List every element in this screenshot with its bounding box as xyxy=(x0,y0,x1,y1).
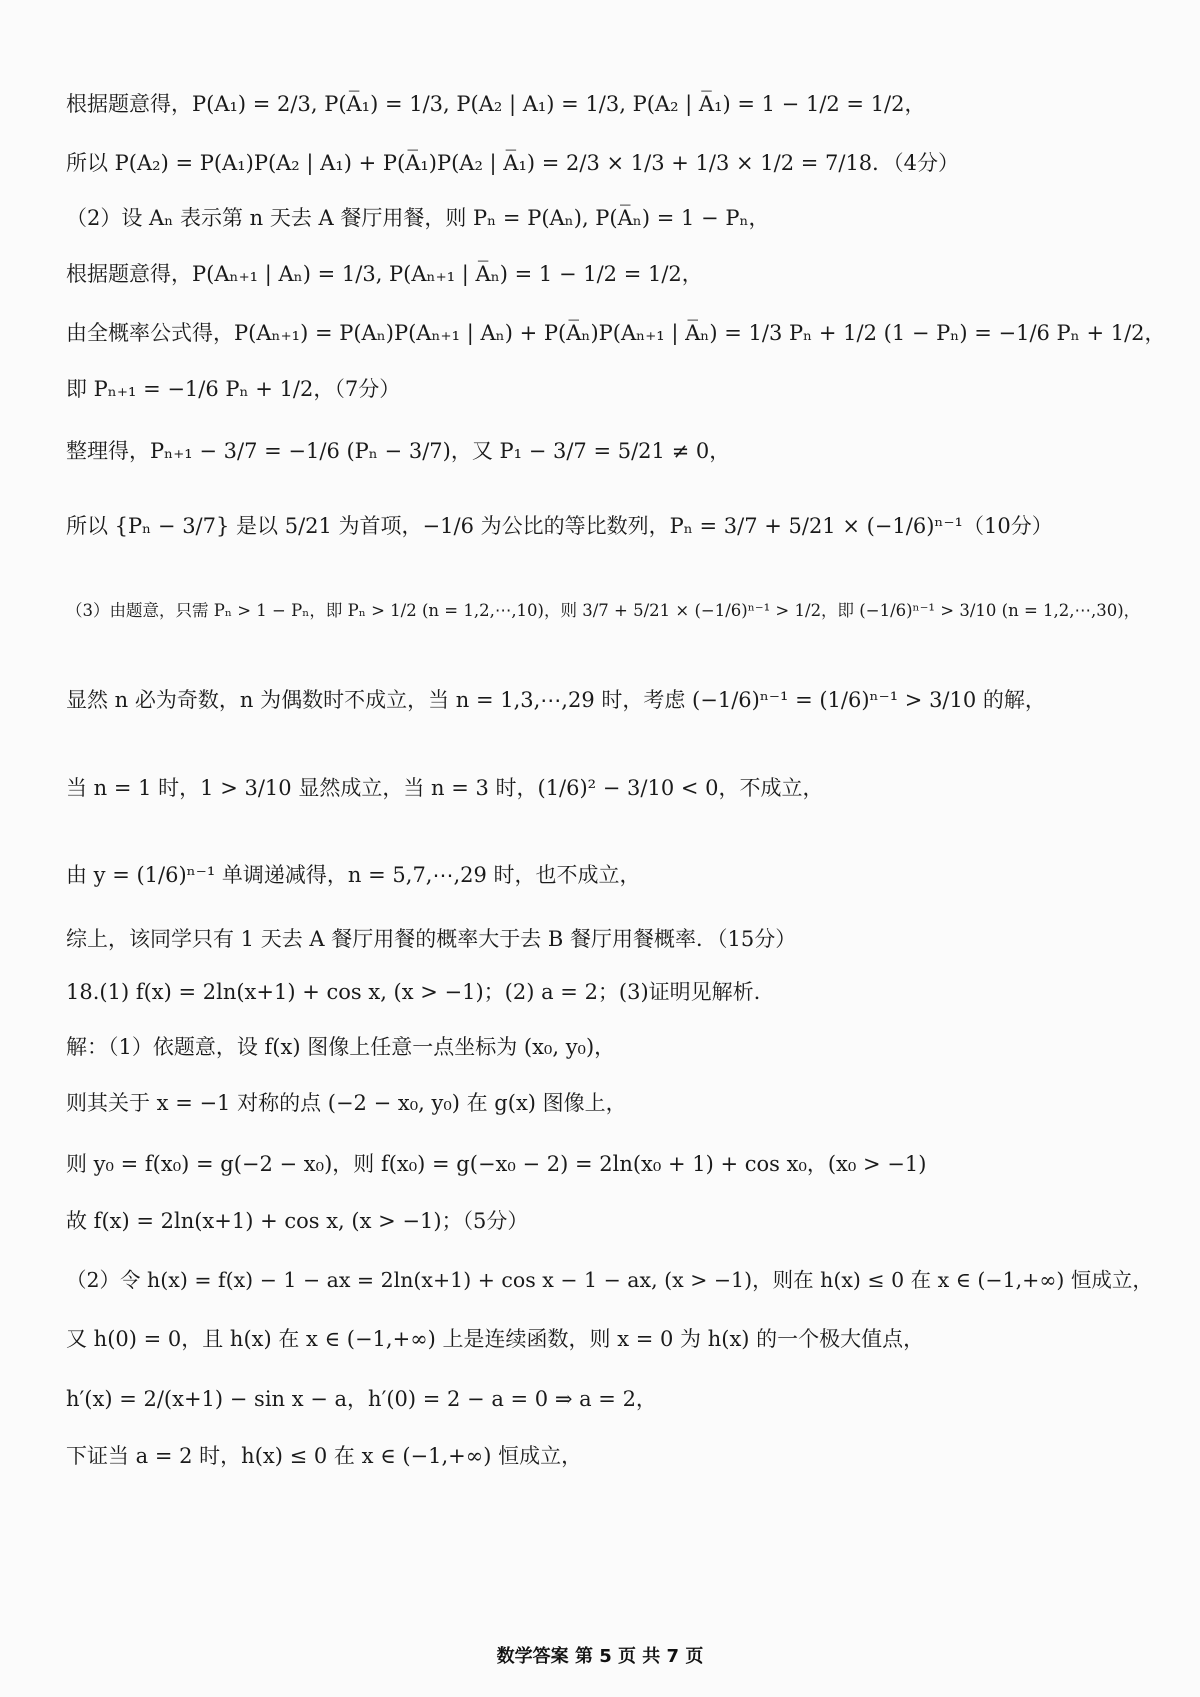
text-line-10: 显然 n 必为奇数，n 为偶数时不成立，当 n = 1,3,⋯,29 时，考虑 (−1/6)ⁿ⁻¹ = (1/6)ⁿ⁻¹ > 3/10 的解， xyxy=(66,688,1046,712)
text-line-19: （2）令 h(x) = f(x) − 1 − ax = 2ln(x+1) + cos x − 1 − ax, (x > −1)，则在 h(x) ≤ 0 在 x ∈ (−1,+∞) 恒成立， xyxy=(66,1268,1153,1292)
text-line-9: （3）由题意，只需 Pₙ > 1 − Pₙ，即 Pₙ > 1/2 (n = 1,2,⋯,10)，则 3/7 + 5/21 × (−1/6)ⁿ⁻¹ > 1/2，即 (−1/6)ⁿ⁻¹ > 3/10 (n = 1,2,⋯,30)， xyxy=(66,601,1141,620)
text-line-6: 即 Pₙ₊₁ = −1/6 Pₙ + 1/2，（7分） xyxy=(66,377,401,401)
text-line-7: 整理得，Pₙ₊₁ − 3/7 = −1/6 (Pₙ − 3/7)，又 P₁ − 3/7 = 5/21 ≠ 0， xyxy=(66,439,731,463)
text-line-17: 则 y₀ = f(x₀) = g(−2 − x₀)，则 f(x₀) = g(−x₀ − 2) = 2ln(x₀ + 1) + cos x₀，(x₀ > −1) xyxy=(66,1152,927,1176)
text-line-2: 所以 P(A₂) = P(A₁)P(A₂ | A₁) + P(A̅₁)P(A₂ | A̅₁) = 2/3 × 1/3 + 1/3 × 1/2 = 7/18．（4分） xyxy=(66,151,960,175)
text-line-22: 下证当 a = 2 时，h(x) ≤ 0 在 x ∈ (−1,+∞) 恒成立， xyxy=(66,1444,583,1468)
text-line-16: 则其关于 x = −1 对称的点 (−2 − x₀, y₀) 在 g(x) 图像上， xyxy=(66,1091,627,1115)
text-line-15: 解：（1）依题意，设 f(x) 图像上任意一点坐标为 (x₀, y₀)， xyxy=(66,1035,616,1059)
text-line-14: 18.(1) f(x) = 2ln(x+1) + cos x, (x > −1)；(2) a = 2；(3)证明见解析. xyxy=(66,980,761,1004)
text-line-20: 又 h(0) = 0，且 h(x) 在 x ∈ (−1,+∞) 上是连续函数，则 x = 0 为 h(x) 的一个极大值点， xyxy=(66,1327,925,1351)
text-line-1: 根据题意得，P(A₁) = 2/3, P(A̅₁) = 1/3, P(A₂ | A₁) = 1/3, P(A₂ | A̅₁) = 1 − 1/2 = 1/2， xyxy=(66,92,926,116)
text-line-12: 由 y = (1/6)ⁿ⁻¹ 单调递减得，n = 5,7,⋯,29 时，也不成立， xyxy=(66,863,641,887)
text-line-4: 根据题意得，P(Aₙ₊₁ | Aₙ) = 1/3, P(Aₙ₊₁ | A̅ₙ) = 1 − 1/2 = 1/2， xyxy=(66,262,703,286)
text-line-3: （2）设 Aₙ 表示第 n 天去 A 餐厅用餐，则 Pₙ = P(Aₙ), P(A̅ₙ) = 1 − Pₙ， xyxy=(66,206,770,230)
text-line-8: 所以 {Pₙ − 3/7} 是以 5/21 为首项，−1/6 为公比的等比数列，Pₙ = 3/7 + 5/21 × (−1/6)ⁿ⁻¹（10分） xyxy=(66,514,1053,538)
text-line-11: 当 n = 1 时，1 > 3/10 显然成立，当 n = 3 时，(1/6)² − 3/10 < 0，不成立， xyxy=(66,776,824,800)
text-line-18: 故 f(x) = 2ln(x+1) + cos x, (x > −1)；（5分） xyxy=(66,1209,529,1233)
text-line-13: 综上，该同学只有 1 天去 A 餐厅用餐的概率大于去 B 餐厅用餐概率．（15分） xyxy=(66,927,797,951)
text-line-21: h′(x) = 2/(x+1) − sin x − a，h′(0) = 2 − a = 0 ⇒ a = 2， xyxy=(66,1387,657,1411)
text-line-5: 由全概率公式得，P(Aₙ₊₁) = P(Aₙ)P(Aₙ₊₁ | Aₙ) + P(A̅ₙ)P(Aₙ₊₁ | A̅ₙ) = 1/3 Pₙ + 1/2 (1 − Pₙ) = −1/6 Pₙ + 1/2， xyxy=(66,321,1166,345)
page-footer: 数学答案 第 5 页 共 7 页 xyxy=(496,1646,704,1667)
